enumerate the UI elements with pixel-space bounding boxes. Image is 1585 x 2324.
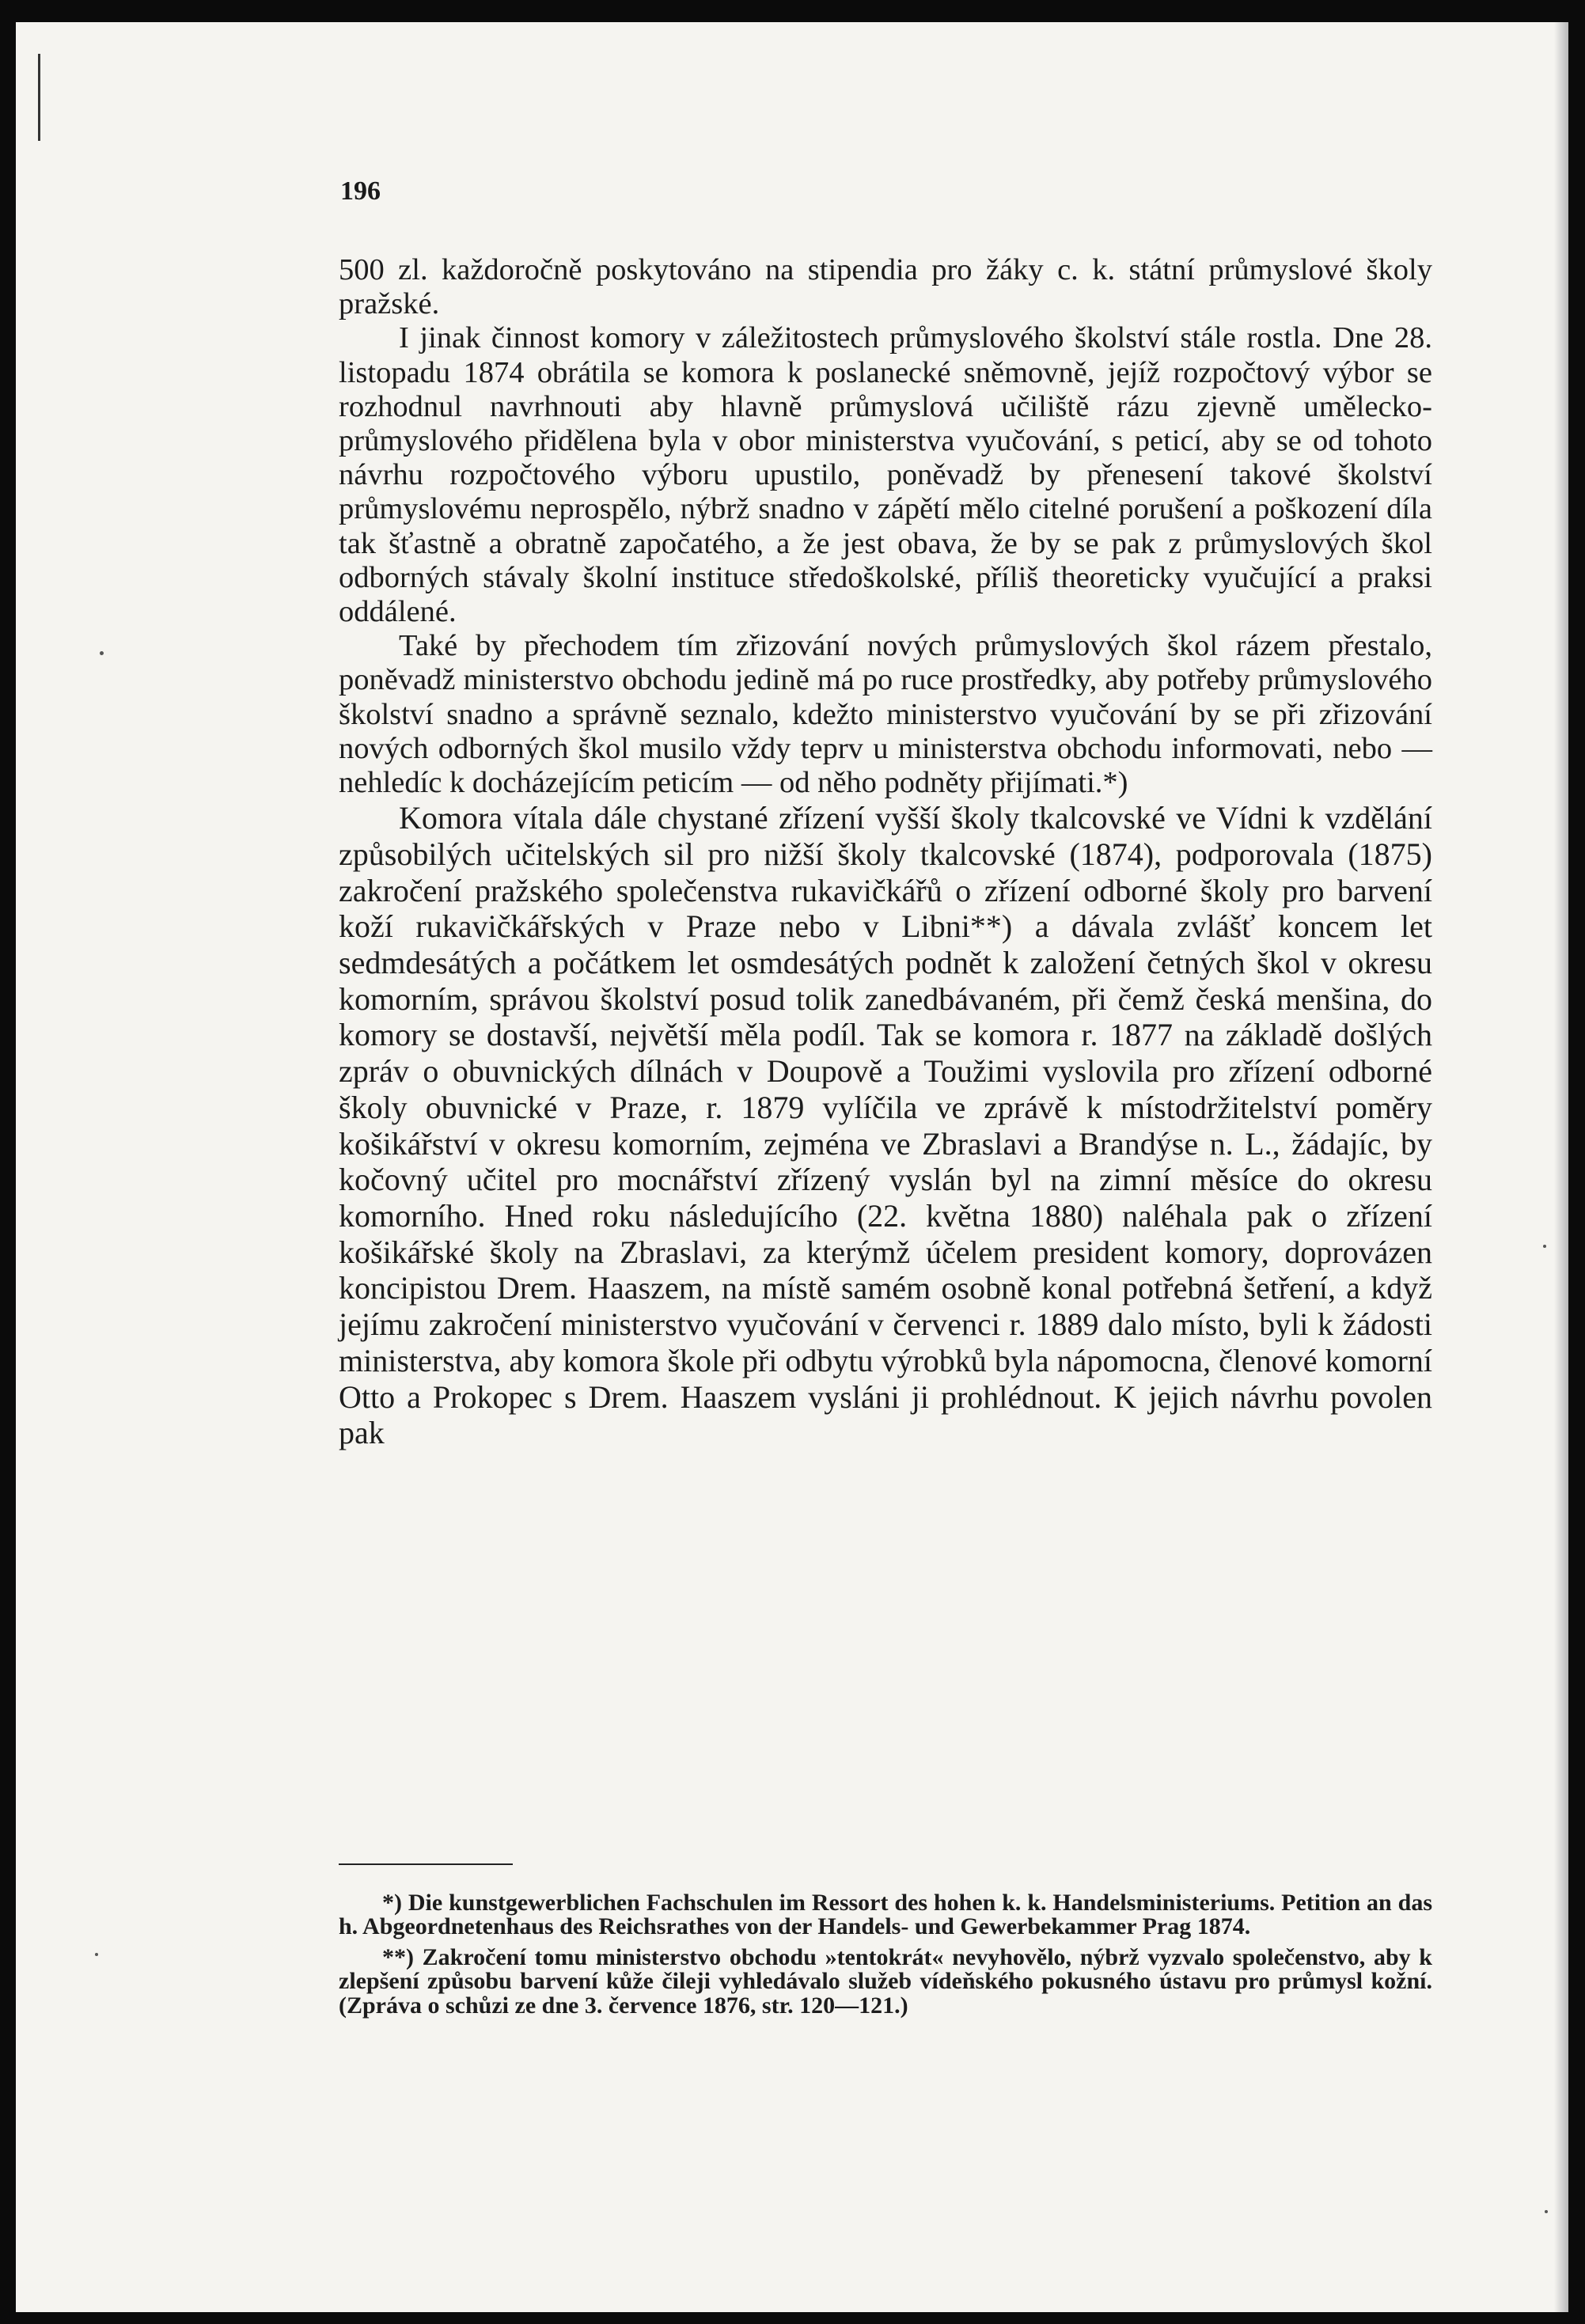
scan-speck	[1543, 1245, 1546, 1248]
footnote-2: **) Zakročení tomu ministerstvo obchodu »tentokrát« nevyhovělo, nýbrž vyzvalo společenstvo, aby k zlepšení způsobu barvení kůže čileji vyhledávalo služeb vídeňského pokusného ústavu pro průmysl kožní. (Zpráva o schůzi ze dne 3. července 1876, str. 120—121.)	[339, 1943, 1432, 2019]
footnotes	[339, 1891, 1432, 2018]
paragraph-3: Také by přechodem tím zřizování nových průmyslových škol rázem přestalo, poněvadž ministerstvo obchodu jedině má po ruce prostředky, aby potřeby průmyslového školství snadno a správně seznalo, kdežto ministerstvo vyučování by se při zřizování nových odborných škol musilo vždy teprv u ministerstva obchodu informovati, nebo — nehledíc k docházejícím peticím — od něho podněty přijímati.*)	[339, 629, 1432, 800]
paragraph-2: I jinak činnost komory v záležitostech průmyslového školství stále rostla. Dne 28. listopadu 1874 obrátila se komora k poslanecké sněmovně, jejíž rozpočtový výbor se rozhodnul navrhnouti aby hlavně průmyslová učiliště rázu zjevně umělecko-průmyslového přidělena byla v obor ministerstva vyučování, s peticí, aby se od tohoto návrhu rozpočtového výboru upustilo, poněvadž by přenesení takové školství průmyslovému neprospělo, nýbrž snadno v zápětí mělo citelné porušení a poškození díla tak šťastně a obratně započatého, a že jest obava, že by se pak z průmyslových škol odborných stávaly školní instituce středoškolské, příliš theoreticky vyučující a praksi oddálené.	[339, 321, 1432, 629]
scan-speck	[95, 1953, 98, 1956]
page-edge-shadow	[1554, 22, 1568, 2312]
scan-edge-mark	[38, 54, 40, 141]
footnote-1: *) Die kunstgewerblichen Fachschulen im Ressort des hohen k. k. Handelsministeriums. Petition an das h. Abgeordnetenhaus des Reichsrathes von der Handels- und Gewerbekammer Prag 1874.	[339, 1890, 1432, 1940]
paragraph-4: Komora vítala dále chystané zřízení vyšší školy tkalcovské ve Vídni k vzdělání způsobilých učitelských sil pro nižší školy tkalcovské (1874), podporovala (1875) zakročení pražského společenstva rukavičkářů o zřízení odborné školy pro barvení koží rukavičkářských v Praze nebo v Libni**) a dávala zvlášť koncem let sedmdesátých a počátkem let osmdesátých podnět k založení četných škol v okresu komorním, správou školství posud tolik zanedbávaném, při čemž česká menšina, do komory se dostavší, největší měla podíl. Tak se komora r. 1877 na základě došlých zpráv o obuvnických dílnách v Doupově a Toužimi vyslovila pro zřízení odborné školy obuvnické v Praze, r. 1879 vylíčila ve zprávě k místodržitelství poměry košikářství v okresu komorním, zejména ve Zbraslavi a Brandýse n. L., žádajíc, by kočovný učitel pro mocnářství zřízený vyslán byl na zimní měsíce do okresu komorního. Hned roku následujícího (22. května 1880) naléhala pak o zřízení košikářské školy na Zbraslavi, za kterýmž účelem president komory, doprovázen koncipistou Drem. Haaszem, na místě samém osobně konal potřebná šetření, a když jejímu zakročení ministerstvo vyučování v červenci r. 1889 dalo místo, byli k žádosti ministerstva, aby komora škole při odbytu výrobků byla nápomocna, členové komorní Otto a Prokopec s Drem. Haaszem vysláni ji prohlédnout. K jejich návrhu povolen pak	[339, 800, 1432, 1451]
paragraph-1: 500 zl. každoročně poskytováno na stipendia pro žáky c. k. státní průmyslové školy pražské.	[339, 253, 1432, 321]
body-text	[339, 253, 1432, 1451]
scan-speck	[1545, 2210, 1548, 2213]
page-number: 196	[340, 176, 381, 206]
scan-speck	[100, 651, 104, 655]
footnote-divider	[339, 1863, 513, 1865]
scanned-page	[16, 22, 1568, 2312]
